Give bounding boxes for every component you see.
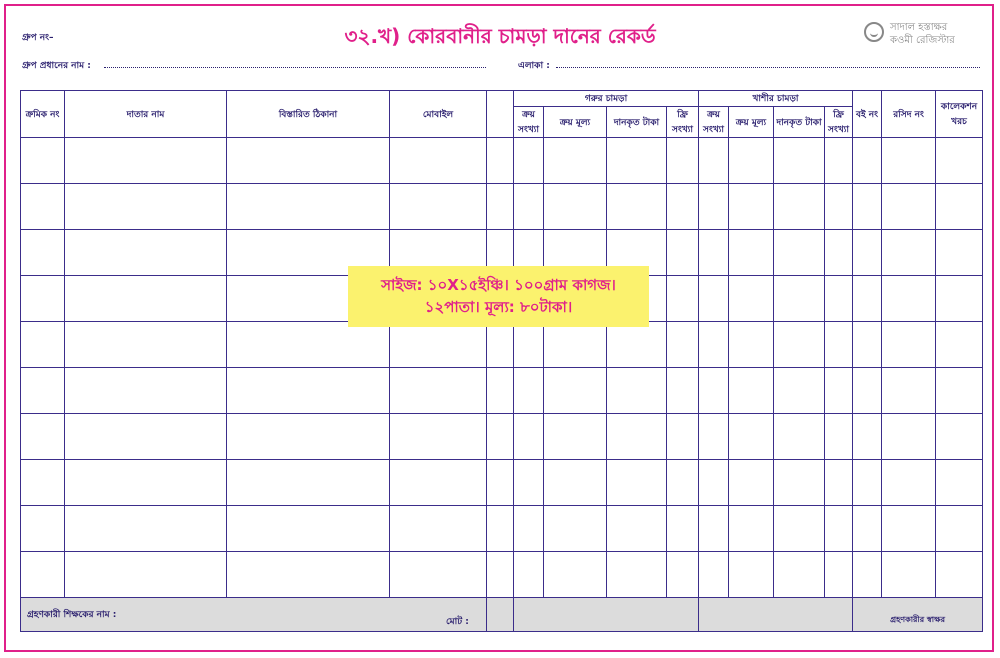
table-cell: [825, 138, 853, 184]
table-cell: [514, 460, 544, 506]
banner-line2: ১২পাতা। মূল্য: ৮০টাকা।: [424, 298, 573, 316]
table-cell: [544, 414, 607, 460]
table-cell: [514, 368, 544, 414]
total-label-cell: [487, 598, 514, 632]
table-cell: [227, 184, 390, 230]
table-cell: [825, 230, 853, 276]
table-cell: [699, 138, 729, 184]
table-cell: [699, 460, 729, 506]
table-cell: [774, 322, 825, 368]
table-cell: [936, 552, 983, 598]
table-cell: [514, 138, 544, 184]
cow-hide-group-header: গরুর চামড়া: [514, 91, 699, 107]
table-cell: [936, 276, 983, 322]
table-cell: [882, 552, 936, 598]
goat-free-count-header: ফ্রি সংখ্যা: [825, 107, 853, 138]
table-cell: [699, 368, 729, 414]
table-cell: [667, 322, 699, 368]
table-cell: [729, 184, 774, 230]
table-cell: [729, 368, 774, 414]
table-cell: [729, 322, 774, 368]
table-cell: [774, 506, 825, 552]
table-cell: [699, 230, 729, 276]
table-cell: [667, 414, 699, 460]
table-cell: [774, 414, 825, 460]
goat-buy-count-header: ক্রয় সংখ্যা: [699, 107, 729, 138]
group-head-line: [104, 67, 486, 68]
table-cell: [853, 368, 882, 414]
cow-buy-count-header: ক্রয় সংখ্যা: [514, 107, 544, 138]
table-cell: [390, 322, 487, 368]
table-cell: [699, 322, 729, 368]
table-cell: [65, 184, 227, 230]
table-cell: [544, 552, 607, 598]
table-cell: [21, 276, 65, 322]
table-cell: [667, 276, 699, 322]
table-cell: [699, 506, 729, 552]
table-cell: [853, 506, 882, 552]
table-cell: [227, 322, 390, 368]
table-cell: [774, 230, 825, 276]
table-cell: [882, 276, 936, 322]
table-cell: [774, 552, 825, 598]
table-cell: [544, 368, 607, 414]
receiver-teacher-label: গ্রহণকারী শিক্ষকের নাম :: [21, 598, 487, 632]
table-row: [21, 506, 983, 552]
table-cell: [21, 368, 65, 414]
table-cell: [853, 414, 882, 460]
table-cell: [227, 506, 390, 552]
table-cell: [227, 138, 390, 184]
area-line: [556, 67, 980, 68]
table-cell: [65, 506, 227, 552]
banner-line1: সাইজ: ১০X১৫ইঞ্চি। ১০০গ্রাম কাগজ।: [381, 276, 616, 294]
table-row: [21, 184, 983, 230]
goat-hide-group-header: খাশীর চামড়া: [699, 91, 853, 107]
table-cell: [936, 322, 983, 368]
table-cell: [544, 184, 607, 230]
table-cell: [729, 276, 774, 322]
table-cell: [667, 368, 699, 414]
info-banner: [348, 266, 649, 327]
table-cell: [882, 368, 936, 414]
col-serial-header: ক্রমিক নং: [21, 91, 65, 138]
table-cell: [853, 276, 882, 322]
table-cell: [853, 184, 882, 230]
table-cell: [21, 184, 65, 230]
table-cell: [825, 184, 853, 230]
table-cell: [21, 460, 65, 506]
table-cell: [227, 552, 390, 598]
table-cell: [514, 322, 544, 368]
table-cell: [390, 506, 487, 552]
table-cell: [699, 552, 729, 598]
table-cell: [390, 184, 487, 230]
table-cell: [607, 184, 667, 230]
group-head-label: গ্রুপ প্রধানের নাম :: [22, 61, 91, 71]
table-cell: [390, 138, 487, 184]
table-cell: [699, 414, 729, 460]
table-cell: [21, 414, 65, 460]
logo-text-line1: সাদাল হস্তাক্ষর: [890, 22, 948, 33]
goat-total-cell: [699, 598, 853, 632]
cow-buy-price-header: ক্রয় মূল্য: [544, 107, 607, 138]
table-cell: [825, 552, 853, 598]
area-label: এলাকা :: [518, 61, 550, 71]
table-cell: [227, 414, 390, 460]
table-cell: [936, 460, 983, 506]
table-cell: [882, 322, 936, 368]
table-cell: [514, 414, 544, 460]
table-cell: [21, 552, 65, 598]
table-cell: [487, 506, 514, 552]
logo-icon: [864, 22, 884, 42]
table-row: [21, 368, 983, 414]
table-cell: [882, 414, 936, 460]
table-cell: [825, 414, 853, 460]
table-cell: [21, 322, 65, 368]
table-cell: [936, 414, 983, 460]
table-cell: [667, 460, 699, 506]
table-cell: [65, 460, 227, 506]
table-cell: [729, 460, 774, 506]
table-cell: [544, 322, 607, 368]
table-cell: [882, 506, 936, 552]
table-cell: [882, 230, 936, 276]
col-address-header: বিস্তারিত ঠিকানা: [227, 91, 390, 138]
table-cell: [514, 184, 544, 230]
total-label: মোট :: [446, 617, 469, 627]
table-cell: [607, 368, 667, 414]
table-cell: [853, 230, 882, 276]
goat-donated-taka-header: দানকৃত টাকা: [774, 107, 825, 138]
table-cell: [544, 506, 607, 552]
table-cell: [882, 460, 936, 506]
col-collection-cost-header: কালেকশন খরচ: [936, 91, 983, 138]
table-cell: [607, 322, 667, 368]
table-cell: [774, 368, 825, 414]
group-number-label: গ্রুপ নং–: [22, 33, 54, 43]
table-cell: [390, 368, 487, 414]
table-cell: [936, 368, 983, 414]
table-cell: [853, 552, 882, 598]
table-cell: [487, 138, 514, 184]
table-cell: [774, 460, 825, 506]
table-cell: [390, 552, 487, 598]
page-title: ৩২.খ) কোরবানীর চামড়া দানের রেকর্ড: [344, 24, 656, 48]
table-cell: [487, 322, 514, 368]
table-cell: [21, 506, 65, 552]
table-cell: [607, 460, 667, 506]
table-cell: [825, 368, 853, 414]
table-cell: [487, 184, 514, 230]
cow-total-cell: [514, 598, 699, 632]
table-cell: [607, 414, 667, 460]
table-cell: [936, 230, 983, 276]
table-cell: [544, 138, 607, 184]
cow-free-count-header: ফ্রি সংখ্যা: [667, 107, 699, 138]
table-cell: [825, 506, 853, 552]
table-cell: [729, 414, 774, 460]
table-row: [21, 322, 983, 368]
table-cell: [936, 184, 983, 230]
table-cell: [607, 506, 667, 552]
table-cell: [607, 138, 667, 184]
table-cell: [936, 138, 983, 184]
table-cell: [825, 460, 853, 506]
donation-record-table: [20, 90, 983, 632]
table-cell: [774, 138, 825, 184]
logo-text-line2: কওমী রেজিস্টার: [890, 35, 955, 46]
publisher-logo: [864, 20, 960, 50]
table-cell: [853, 460, 882, 506]
table-cell: [65, 414, 227, 460]
table-cell: [667, 230, 699, 276]
table-cell: [21, 138, 65, 184]
table-cell: [667, 138, 699, 184]
table-cell: [65, 322, 227, 368]
col-receipt-no-header: রসিদ নং: [882, 91, 936, 138]
table-cell: [65, 552, 227, 598]
table-cell: [667, 552, 699, 598]
table-cell: [390, 460, 487, 506]
table-cell: [487, 368, 514, 414]
table-cell: [514, 506, 544, 552]
table-cell: [227, 460, 390, 506]
table-cell: [21, 230, 65, 276]
table-cell: [774, 276, 825, 322]
table-cell: [825, 322, 853, 368]
cow-donated-taka-header: দানকৃত টাকা: [607, 107, 667, 138]
goat-buy-price-header: ক্রয় মূল্য: [729, 107, 774, 138]
table-cell: [825, 276, 853, 322]
table-row: [21, 414, 983, 460]
col-mobile-header: মোবাইল: [390, 91, 487, 138]
receiver-signature-label: গ্রহণকারীর স্বাক্ষর: [853, 598, 983, 632]
table-cell: [729, 138, 774, 184]
col-donor-header: দাতার নাম: [65, 91, 227, 138]
table-cell: [487, 552, 514, 598]
table-cell: [729, 552, 774, 598]
table-cell: [544, 460, 607, 506]
col-blank-header: [487, 91, 514, 138]
table-cell: [774, 184, 825, 230]
table-cell: [729, 230, 774, 276]
table-cell: [65, 138, 227, 184]
table-cell: [390, 414, 487, 460]
table-cell: [882, 138, 936, 184]
table-cell: [227, 368, 390, 414]
table-cell: [487, 460, 514, 506]
table-cell: [853, 322, 882, 368]
table-cell: [699, 184, 729, 230]
table-cell: [882, 184, 936, 230]
table-cell: [514, 552, 544, 598]
table-cell: [667, 184, 699, 230]
table-cell: [65, 230, 227, 276]
table-cell: [667, 506, 699, 552]
table-cell: [65, 368, 227, 414]
table-cell: [65, 276, 227, 322]
table-cell: [853, 138, 882, 184]
col-book-no-header: বই নং: [853, 91, 882, 138]
table-cell: [729, 506, 774, 552]
table-row: [21, 138, 983, 184]
table-cell: [487, 414, 514, 460]
table-cell: [936, 506, 983, 552]
table-row: [21, 460, 983, 506]
table-row: [21, 552, 983, 598]
table-cell: [699, 276, 729, 322]
table-cell: [607, 552, 667, 598]
